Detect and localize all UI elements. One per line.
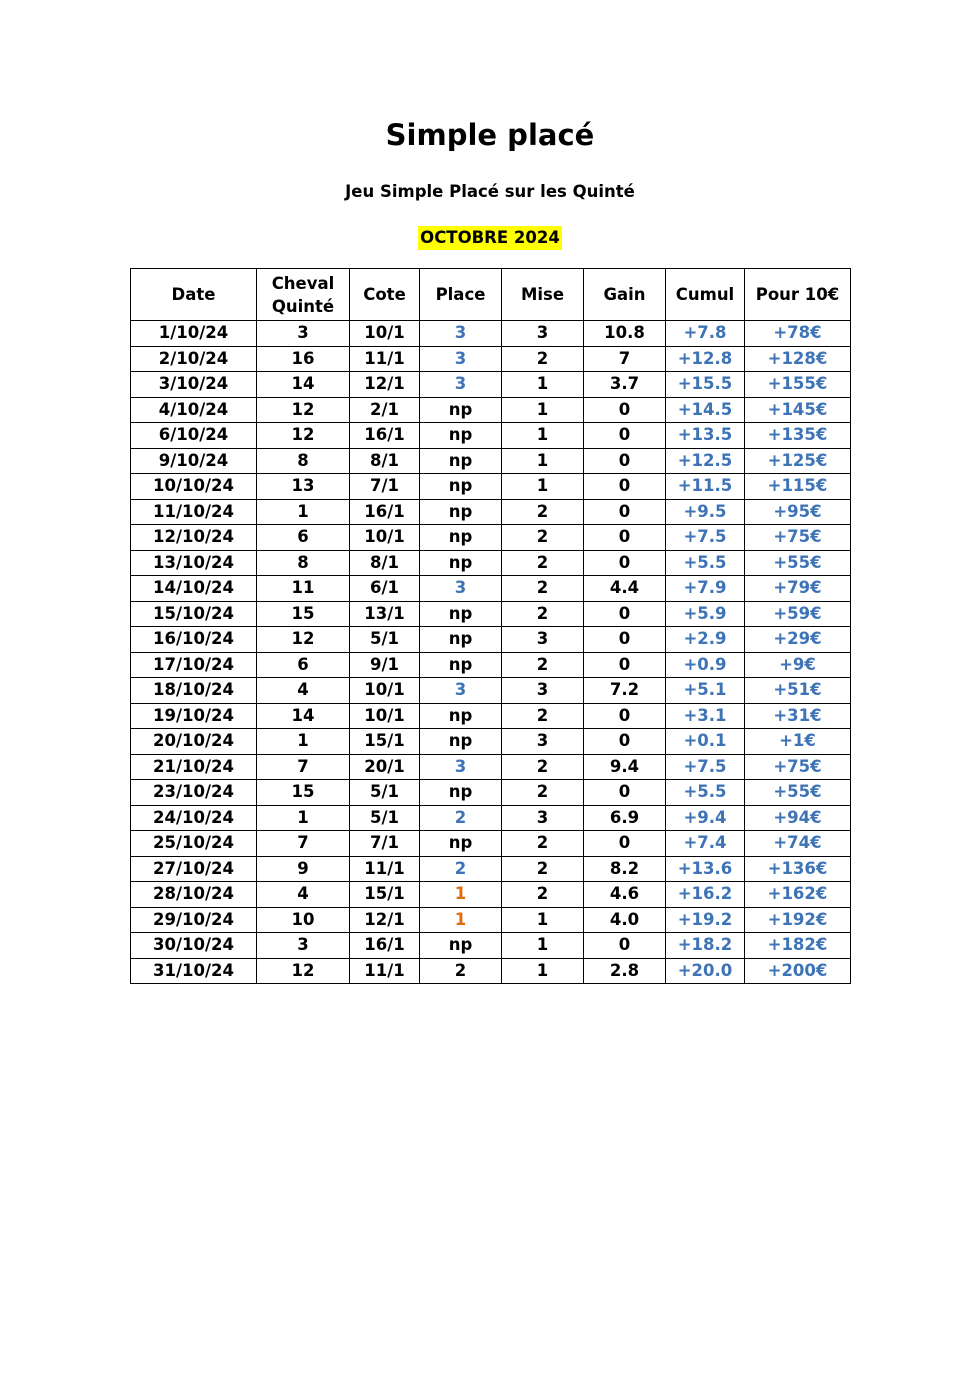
cell-pour10: +55€: [745, 550, 851, 576]
cell-cote: 7/1: [350, 474, 420, 500]
cell-mise: 1: [502, 933, 584, 959]
cell-cheval: 8: [257, 550, 350, 576]
cell-place: 3: [420, 754, 502, 780]
page-subtitle: Jeu Simple Placé sur les Quinté: [345, 182, 635, 201]
cell-place: np: [420, 397, 502, 423]
cell-gain: 0: [584, 499, 666, 525]
cell-mise: 3: [502, 678, 584, 704]
cell-pour10: +74€: [745, 831, 851, 857]
cell-cheval: 10: [257, 907, 350, 933]
cell-gain: 0: [584, 601, 666, 627]
table-body: [131, 321, 851, 984]
cell-date: 27/10/24: [131, 856, 257, 882]
cell-mise: 3: [502, 805, 584, 831]
cell-cumul: +5.5: [666, 550, 745, 576]
cell-mise: 2: [502, 601, 584, 627]
cell-cote: 15/1: [350, 882, 420, 908]
cell-gain: 0: [584, 933, 666, 959]
table-row: [131, 754, 851, 780]
cell-gain: 0: [584, 831, 666, 857]
cell-pour10: +75€: [745, 525, 851, 551]
cell-cheval: 13: [257, 474, 350, 500]
table-row: [131, 907, 851, 933]
table-row: [131, 474, 851, 500]
cell-pour10: +125€: [745, 448, 851, 474]
cell-mise: 2: [502, 550, 584, 576]
cell-place: 3: [420, 372, 502, 398]
cell-cheval: 1: [257, 729, 350, 755]
cell-cote: 5/1: [350, 780, 420, 806]
cell-mise: 2: [502, 499, 584, 525]
month-banner: [0, 226, 980, 250]
cell-date: 15/10/24: [131, 601, 257, 627]
cell-date: 9/10/24: [131, 448, 257, 474]
cell-pour10: +1€: [745, 729, 851, 755]
cell-mise: 2: [502, 346, 584, 372]
cell-date: 16/10/24: [131, 627, 257, 653]
cell-place: np: [420, 474, 502, 500]
cell-mise: 2: [502, 525, 584, 551]
cell-pour10: +9€: [745, 652, 851, 678]
cell-date: 21/10/24: [131, 754, 257, 780]
cell-date: 24/10/24: [131, 805, 257, 831]
cell-cheval: 6: [257, 525, 350, 551]
cell-cheval: 3: [257, 933, 350, 959]
cell-place: np: [420, 729, 502, 755]
cell-date: 19/10/24: [131, 703, 257, 729]
cell-mise: 1: [502, 958, 584, 984]
cell-gain: 8.2: [584, 856, 666, 882]
cell-mise: 2: [502, 856, 584, 882]
cell-cote: 2/1: [350, 397, 420, 423]
cell-date: 28/10/24: [131, 882, 257, 908]
table-row: [131, 397, 851, 423]
cell-pour10: +192€: [745, 907, 851, 933]
cell-cumul: +5.9: [666, 601, 745, 627]
cell-gain: 0: [584, 703, 666, 729]
cell-cheval: 14: [257, 703, 350, 729]
cell-gain: 0: [584, 550, 666, 576]
cell-place: 1: [420, 907, 502, 933]
cell-date: 3/10/24: [131, 372, 257, 398]
cell-place: np: [420, 831, 502, 857]
cell-mise: 2: [502, 652, 584, 678]
table-row: [131, 933, 851, 959]
cell-cumul: +12.8: [666, 346, 745, 372]
cell-mise: 1: [502, 474, 584, 500]
cell-cote: 10/1: [350, 678, 420, 704]
cell-cheval: 12: [257, 397, 350, 423]
cell-cheval: 4: [257, 882, 350, 908]
cell-cheval: 7: [257, 754, 350, 780]
cell-cumul: +7.8: [666, 321, 745, 347]
header-place: Place: [420, 269, 502, 321]
cell-cote: 8/1: [350, 448, 420, 474]
cell-cumul: +7.5: [666, 525, 745, 551]
table-row: [131, 882, 851, 908]
cell-place: 2: [420, 958, 502, 984]
cell-date: 14/10/24: [131, 576, 257, 602]
cell-cheval: 9: [257, 856, 350, 882]
table-row: [131, 423, 851, 449]
cell-cumul: +20.0: [666, 958, 745, 984]
cell-cote: 5/1: [350, 627, 420, 653]
cell-gain: 2.8: [584, 958, 666, 984]
cell-cumul: +9.5: [666, 499, 745, 525]
cell-gain: 6.9: [584, 805, 666, 831]
cell-cheval: 3: [257, 321, 350, 347]
cell-place: np: [420, 499, 502, 525]
cell-gain: 0: [584, 397, 666, 423]
table-row: [131, 856, 851, 882]
cell-date: 17/10/24: [131, 652, 257, 678]
cell-pour10: +51€: [745, 678, 851, 704]
cell-pour10: +95€: [745, 499, 851, 525]
cell-pour10: +59€: [745, 601, 851, 627]
cell-pour10: +31€: [745, 703, 851, 729]
cell-cumul: +12.5: [666, 448, 745, 474]
cell-pour10: +135€: [745, 423, 851, 449]
cell-place: np: [420, 933, 502, 959]
table-row: [131, 729, 851, 755]
cell-gain: 9.4: [584, 754, 666, 780]
cell-date: 13/10/24: [131, 550, 257, 576]
cell-cote: 13/1: [350, 601, 420, 627]
cell-cote: 16/1: [350, 423, 420, 449]
cell-cote: 11/1: [350, 958, 420, 984]
cell-place: np: [420, 627, 502, 653]
table-row: [131, 831, 851, 857]
cell-date: 23/10/24: [131, 780, 257, 806]
cell-pour10: +162€: [745, 882, 851, 908]
cell-mise: 2: [502, 780, 584, 806]
cell-cote: 10/1: [350, 703, 420, 729]
cell-mise: 1: [502, 397, 584, 423]
cell-cumul: +15.5: [666, 372, 745, 398]
cell-gain: 0: [584, 652, 666, 678]
cell-place: 3: [420, 678, 502, 704]
cell-gain: 0: [584, 474, 666, 500]
cell-cote: 15/1: [350, 729, 420, 755]
cell-pour10: +200€: [745, 958, 851, 984]
month-label: OCTOBRE 2024: [418, 226, 562, 250]
cell-gain: 4.0: [584, 907, 666, 933]
cell-cheval: 15: [257, 780, 350, 806]
cell-gain: 0: [584, 423, 666, 449]
cell-cote: 10/1: [350, 525, 420, 551]
cell-gain: 0: [584, 525, 666, 551]
cell-place: np: [420, 448, 502, 474]
cell-gain: 0: [584, 448, 666, 474]
cell-gain: 0: [584, 627, 666, 653]
cell-cheval: 1: [257, 499, 350, 525]
header-cheval: Cheval Quinté: [257, 269, 350, 321]
cell-cumul: +14.5: [666, 397, 745, 423]
page-title: Simple placé: [385, 118, 595, 152]
cell-cheval: 12: [257, 958, 350, 984]
table-row: [131, 652, 851, 678]
cell-gain: 0: [584, 780, 666, 806]
cell-pour10: +75€: [745, 754, 851, 780]
cell-pour10: +55€: [745, 780, 851, 806]
cell-pour10: +115€: [745, 474, 851, 500]
cell-date: 25/10/24: [131, 831, 257, 857]
header-pour10: Pour 10€: [745, 269, 851, 321]
cell-mise: 2: [502, 831, 584, 857]
cell-pour10: +78€: [745, 321, 851, 347]
cell-pour10: +145€: [745, 397, 851, 423]
cell-cote: 9/1: [350, 652, 420, 678]
cell-mise: 2: [502, 882, 584, 908]
cell-cumul: +9.4: [666, 805, 745, 831]
cell-cumul: +13.6: [666, 856, 745, 882]
cell-pour10: +29€: [745, 627, 851, 653]
results-table: [130, 268, 851, 984]
cell-mise: 1: [502, 907, 584, 933]
cell-cumul: +7.4: [666, 831, 745, 857]
table-row: [131, 372, 851, 398]
cell-mise: 2: [502, 703, 584, 729]
cell-cote: 12/1: [350, 372, 420, 398]
cell-place: 1: [420, 882, 502, 908]
table-row: [131, 448, 851, 474]
cell-gain: 4.6: [584, 882, 666, 908]
cell-place: 2: [420, 856, 502, 882]
cell-mise: 3: [502, 729, 584, 755]
cell-cheval: 4: [257, 678, 350, 704]
cell-pour10: +128€: [745, 346, 851, 372]
cell-cumul: +18.2: [666, 933, 745, 959]
table-row: [131, 678, 851, 704]
cell-cote: 11/1: [350, 346, 420, 372]
cell-cumul: +0.1: [666, 729, 745, 755]
header-cumul: Cumul: [666, 269, 745, 321]
header-row: [131, 269, 851, 321]
cell-place: np: [420, 703, 502, 729]
cell-cheval: 8: [257, 448, 350, 474]
cell-date: 2/10/24: [131, 346, 257, 372]
cell-cumul: +3.1: [666, 703, 745, 729]
cell-place: np: [420, 601, 502, 627]
cell-pour10: +136€: [745, 856, 851, 882]
table-row: [131, 346, 851, 372]
cell-place: np: [420, 652, 502, 678]
cell-cumul: +16.2: [666, 882, 745, 908]
cell-mise: 3: [502, 627, 584, 653]
header-mise: Mise: [502, 269, 584, 321]
table-row: [131, 627, 851, 653]
cell-date: 31/10/24: [131, 958, 257, 984]
cell-date: 10/10/24: [131, 474, 257, 500]
cell-place: np: [420, 550, 502, 576]
cell-pour10: +94€: [745, 805, 851, 831]
cell-cheval: 14: [257, 372, 350, 398]
cell-place: 3: [420, 576, 502, 602]
cell-cumul: +5.1: [666, 678, 745, 704]
cell-date: 12/10/24: [131, 525, 257, 551]
cell-cumul: +7.5: [666, 754, 745, 780]
cell-place: 3: [420, 321, 502, 347]
cell-date: 1/10/24: [131, 321, 257, 347]
cell-cote: 10/1: [350, 321, 420, 347]
cell-date: 29/10/24: [131, 907, 257, 933]
cell-gain: 0: [584, 729, 666, 755]
table-row: [131, 805, 851, 831]
cell-cumul: +5.5: [666, 780, 745, 806]
cell-cote: 7/1: [350, 831, 420, 857]
cell-date: 20/10/24: [131, 729, 257, 755]
cell-cumul: +0.9: [666, 652, 745, 678]
cell-date: 18/10/24: [131, 678, 257, 704]
cell-cumul: +7.9: [666, 576, 745, 602]
table-row: [131, 601, 851, 627]
table-row: [131, 321, 851, 347]
cell-cote: 12/1: [350, 907, 420, 933]
cell-mise: 1: [502, 448, 584, 474]
cell-cote: 11/1: [350, 856, 420, 882]
cell-cumul: +13.5: [666, 423, 745, 449]
cell-place: np: [420, 525, 502, 551]
cell-place: 3: [420, 346, 502, 372]
header-gain: Gain: [584, 269, 666, 321]
cell-pour10: +182€: [745, 933, 851, 959]
cell-cumul: +19.2: [666, 907, 745, 933]
cell-gain: 7: [584, 346, 666, 372]
cell-mise: 1: [502, 372, 584, 398]
cell-mise: 1: [502, 423, 584, 449]
header-date: Date: [131, 269, 257, 321]
cell-date: 6/10/24: [131, 423, 257, 449]
table-row: [131, 525, 851, 551]
cell-gain: 4.4: [584, 576, 666, 602]
cell-cote: 5/1: [350, 805, 420, 831]
cell-mise: 3: [502, 321, 584, 347]
cell-date: 30/10/24: [131, 933, 257, 959]
cell-pour10: +79€: [745, 576, 851, 602]
table-row: [131, 576, 851, 602]
header-cote: Cote: [350, 269, 420, 321]
cell-mise: 2: [502, 754, 584, 780]
cell-cheval: 6: [257, 652, 350, 678]
cell-cote: 16/1: [350, 499, 420, 525]
table-row: [131, 703, 851, 729]
cell-cheval: 12: [257, 423, 350, 449]
table-row: [131, 958, 851, 984]
table-row: [131, 780, 851, 806]
cell-cheval: 7: [257, 831, 350, 857]
cell-cote: 20/1: [350, 754, 420, 780]
cell-cheval: 12: [257, 627, 350, 653]
cell-place: np: [420, 423, 502, 449]
cell-cheval: 16: [257, 346, 350, 372]
cell-cote: 16/1: [350, 933, 420, 959]
cell-cumul: +11.5: [666, 474, 745, 500]
cell-cheval: 11: [257, 576, 350, 602]
cell-place: 2: [420, 805, 502, 831]
cell-date: 11/10/24: [131, 499, 257, 525]
cell-pour10: +155€: [745, 372, 851, 398]
cell-date: 4/10/24: [131, 397, 257, 423]
cell-cote: 6/1: [350, 576, 420, 602]
table-row: [131, 499, 851, 525]
cell-mise: 2: [502, 576, 584, 602]
cell-cumul: +2.9: [666, 627, 745, 653]
cell-cote: 8/1: [350, 550, 420, 576]
cell-gain: 3.7: [584, 372, 666, 398]
cell-cheval: 15: [257, 601, 350, 627]
cell-gain: 7.2: [584, 678, 666, 704]
cell-cheval: 1: [257, 805, 350, 831]
cell-place: np: [420, 780, 502, 806]
table-row: [131, 550, 851, 576]
cell-gain: 10.8: [584, 321, 666, 347]
